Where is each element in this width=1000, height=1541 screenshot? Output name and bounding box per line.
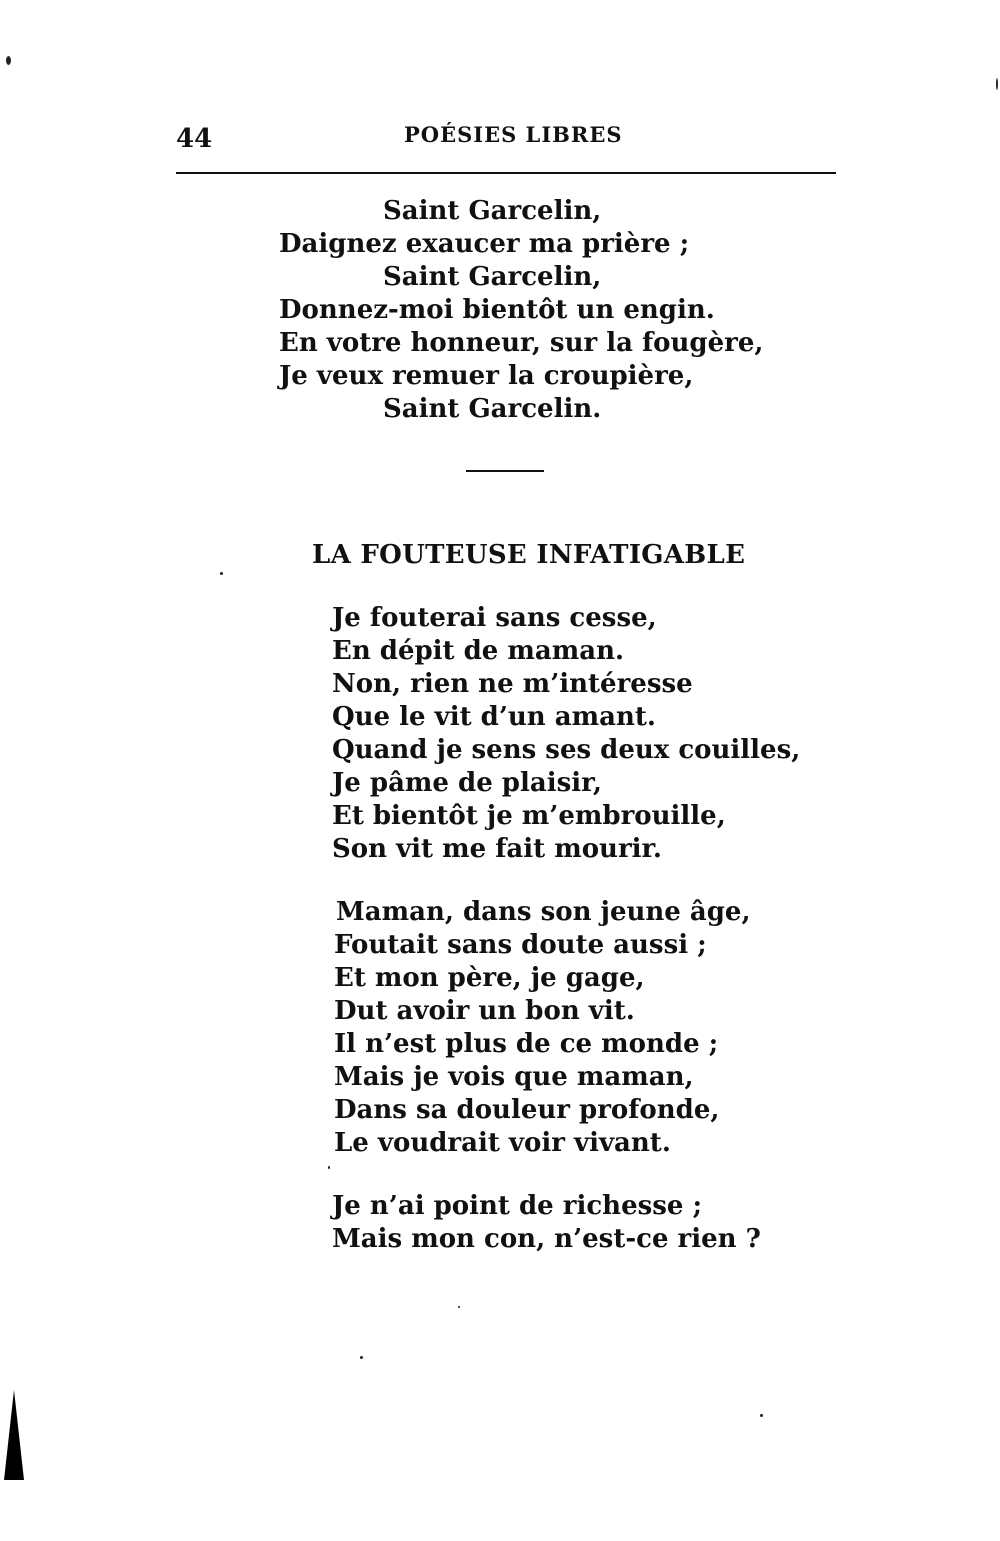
verse-line: Je veux remuer la croupière, <box>279 361 694 391</box>
verse-line: Il n’est plus de ce monde ; <box>334 1029 719 1059</box>
page-number: 44 <box>176 124 213 154</box>
scan-speck <box>328 1166 330 1169</box>
poem-title: LA FOUTEUSE INFATIGABLE <box>312 540 746 570</box>
scan-speck <box>760 1414 763 1417</box>
verse-line: Que le vit d’un amant. <box>332 702 656 732</box>
header-rule <box>176 172 836 174</box>
verse-line: Foutait sans doute aussi ; <box>334 930 707 960</box>
verse-line: Daignez exaucer ma prière ; <box>279 229 690 259</box>
verse-line: Son vit me fait mourir. <box>332 834 662 864</box>
verse-line: Non, rien ne m’intéresse <box>332 669 693 699</box>
verse-line: Donnez-moi bientôt un engin. <box>279 295 715 325</box>
scan-speck <box>360 1356 363 1359</box>
verse-line: Et bientôt je m’embrouille, <box>332 801 726 831</box>
scan-edge-mark <box>4 1390 24 1480</box>
verse-line: Je pâme de plaisir, <box>332 768 602 798</box>
scan-speck <box>6 56 11 65</box>
section-divider <box>466 470 544 472</box>
verse-line: Maman, dans son jeune âge, <box>336 897 751 927</box>
verse-line: Saint Garcelin, <box>383 196 602 226</box>
scan-speck <box>220 572 223 575</box>
verse-line: Mais mon con, n’est-ce rien ? <box>332 1224 761 1254</box>
verse-line: Mais je vois que maman, <box>334 1062 694 1092</box>
scan-speck <box>996 78 998 90</box>
verse-line: Saint Garcelin. <box>383 394 602 424</box>
running-title: POÉSIES LIBRES <box>404 122 623 147</box>
verse-line: En votre honneur, sur la fougère, <box>279 328 764 358</box>
page-header <box>176 118 836 158</box>
verse-line: Je n’ai point de richesse ; <box>332 1191 703 1221</box>
verse-line: Dut avoir un bon vit. <box>334 996 635 1026</box>
verse-line: Et mon père, je gage, <box>334 963 645 993</box>
verse-line: Quand je sens ses deux couilles, <box>332 735 801 765</box>
verse-line: En dépit de maman. <box>332 636 625 666</box>
scan-speck <box>458 1306 460 1308</box>
verse-line: Dans sa douleur profonde, <box>334 1095 720 1125</box>
verse-line: Le voudrait voir vivant. <box>334 1128 671 1158</box>
verse-line: Saint Garcelin, <box>383 262 602 292</box>
verse-line: Je fouterai sans cesse, <box>332 603 657 633</box>
